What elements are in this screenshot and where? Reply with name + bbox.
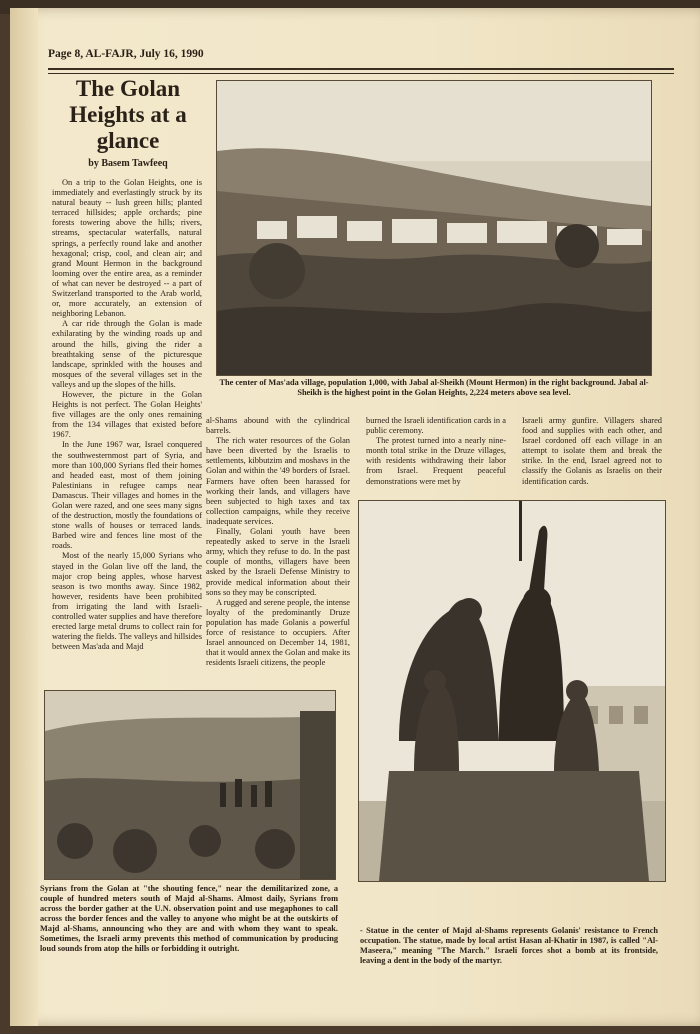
article-paragraph: al-Shams abound with the cylindrical barrels. — [206, 416, 350, 436]
article-paragraph: A car ride through the Golan is made exhilarating by the winding roads up and around the hills, giving the rider a breathtaking sense of the picturesque landscape, sprinkled with the houses and mosques of the several villages set in the valleys and up the slopes of the hills. — [52, 319, 202, 389]
village-photo — [216, 80, 652, 376]
fence-photo — [44, 690, 336, 880]
header-rule-thin — [48, 73, 674, 74]
article-paragraph: However, the picture in the Golan Heights is not perfect. The Golan Heights' five villages are the only ones remaining from the 134 villages that existed before 1967. — [52, 389, 202, 440]
article-title: The Golan Heights at a glance — [69, 76, 187, 153]
statue-photo — [358, 500, 666, 882]
article-paragraph: A rugged and serene people, the intense loyalty of the predominantly Druze population has made Golanis a powerful force of resistance to occupiers. After Israel announced on December 14, 1981, that it would annex the Golan and make its residents Israeli citizens, the people — [206, 597, 350, 668]
article-paragraph: On a trip to the Golan Heights, one is immediately and everlastingly struck by its natural beauty -- lush green hills; planted terraced hillsides; apple orchards; pine forests towering above the hills; rivers, streams, spectacular waterfalls, natural springs, a perfectly round lake and another hexagonal; crisp, cool, and clean air; and grand Mount Hermon in the background looming over the entire area, as a reminder of what can never be destroyed -- a part of Switzerland transported to the Arab world, or, more accurately, an extension of neighboring Lebanon. — [52, 178, 202, 319]
statue-photo-caption: - Statue in the center of Majd al-Shams represents Golanis' resistance to French occupation. The statue, made by local artist Hasan al-Khatir in 1987, is called "Al-Maseera," meaning "The March." Israeli forces shot a bomb at its frontside, leaving a dent in the body of the martyr. — [360, 926, 658, 965]
article-column-4 — [522, 416, 662, 486]
article-byline: by Basem Tawfeeq — [88, 158, 168, 169]
article-paragraph: Most of the nearly 15,000 Syrians who stayed in the Golan live off the land, the major crop being apples, whose harvest season is two months away. Since 1982, however, residents have been prohibited from irrigating the land with Israeli-controlled water supplies and have therefore erected large metal drums to collect rain for watering the fields. The valleys and hillsides between Mas'ada and Majd — [52, 551, 202, 652]
article-column-3 — [366, 416, 506, 486]
article-paragraph: Israeli army gunfire. Villagers shared food and supplies with each other, and Israel cordoned off each village in an attempt to isolate them and break the strike. In the end, Israel agreed not to classify the Golanis as Israelis on their identification cards. — [522, 416, 662, 486]
page-fold-shadow — [10, 8, 38, 1026]
article-paragraph: burned the Israeli identification cards in a public ceremony. — [366, 416, 506, 436]
article-paragraph: The rich water resources of the Golan have been diverted by the Israelis to settlements, kibbutzim and moshavs in the Golan and within the '49 borders of Israel. Farmers have often been harassed for working their lands, and villagers have been subjected to high taxes and tax collection campaigns, while they receive inadequate services. — [206, 436, 350, 526]
article-paragraph: Finally, Golani youth have been repeatedly asked to serve in the Israeli army, which they refuse to do. In the past couple of months, villagers have been asked by the Israeli Defense Ministry to provide medical information about their sons so they may be conscripted. — [206, 527, 350, 597]
fence-photo-caption: Syrians from the Golan at "the shouting fence," near the demilitarized zone, a couple of hundred meters south of Majd al-Shams. Almost daily, Syrians from across the border gather at the U.N. observation point and use megaphones to call across the border fences and the valley to anyone who might be at the outskirts of Majd al-Shams, announcing who they are and with whom they want to speak. Sometimes, the Israeli army prevents this method of communication by producing loud sounds from atop the hills or forbidding it outright. — [40, 884, 338, 953]
article-column-2 — [206, 416, 350, 686]
top-photo-caption: The center of Mas'ada village, population 1,000, with Jabal al-Sheikh (Mount Hermon) in the right background. Jabal al-Sheikh is the highest point in the Golan Heights, 2,224 meters above sea level. — [219, 378, 649, 397]
article-column-1 — [52, 178, 202, 680]
page-header: Page 8, AL-FAJR, July 16, 1990 — [48, 48, 204, 60]
header-rule — [48, 68, 674, 70]
article-paragraph: The protest turned into a nearly nine-month total strike in the Druze villages, with residents withdrawing their labor from Israel. Frequent peaceful demonstrations were met by — [366, 436, 506, 486]
article-paragraph: In the June 1967 war, Israel conquered the southwesternmost part of Syria, and more than 100,000 Syrians fled their homes and headed east, most of them joining Palestinians in refugee camps near Damascus. Their villages and homes in the Golan were razed, and one sees many signs of the destruction, mostly the foundations of stone walls of houses or terraced lands. Barbed wire and fences line most of the roads. — [52, 440, 202, 551]
